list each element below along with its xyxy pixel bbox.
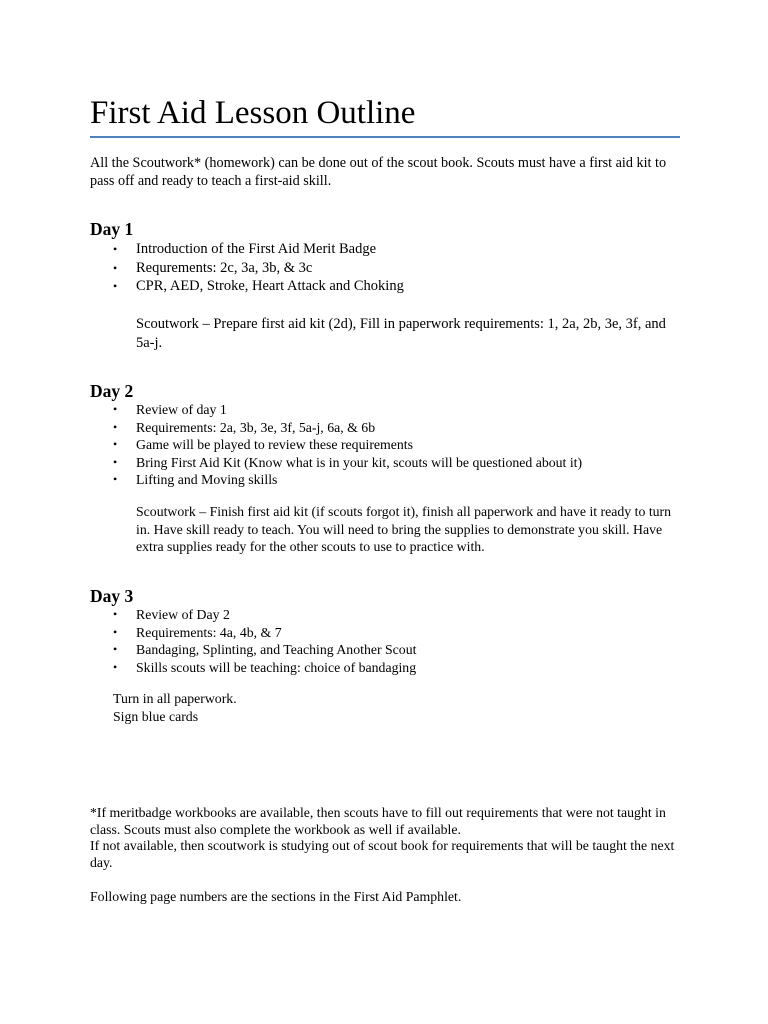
day1-scoutwork: Scoutwork – Prepare first aid kit (2d), Fill in paperwork requirements: 1, 2a, 2b, 3e, 3f, and 5a-j.: [136, 316, 666, 351]
list-item: • Review of day 1: [113, 402, 227, 417]
bullet-icon: •: [113, 437, 118, 452]
title-underline: [90, 136, 680, 138]
footnote-page-numbers: Following page numbers are the sections in the First Aid Pamphlet.: [90, 889, 462, 904]
bullet-icon: •: [113, 607, 118, 621]
bullet-icon: •: [113, 624, 118, 639]
day3-heading: Day 3: [90, 586, 134, 606]
list-item: • Bandaging, Splinting, and Teaching Another Scout: [113, 642, 417, 658]
day3-list: [0, 606, 640, 676]
day2-list: [0, 401, 640, 489]
intro-paragraph: All the Scoutwork* (homework) can be done out of the scout book. Scouts must have a first aid kit to pass off and ready to teach a first-aid skill.: [90, 155, 667, 189]
bullet-icon: •: [113, 260, 118, 275]
bullet-icon: •: [113, 419, 118, 434]
bullet-icon: •: [113, 642, 118, 657]
list-item: • CPR, AED, Stroke, Heart Attack and Choking: [113, 278, 404, 294]
list-item: • Game will be played to review these requirements: [113, 437, 413, 453]
footnote-workbooks: *If meritbadge workbooks are available, then scouts have to fill out requirements that were not taught in class. Scouts must also complete the workbook as well if available.: [90, 805, 666, 837]
list-item: • Requirements: 4a, 4b, & 7: [113, 624, 282, 640]
list-item: • Introduction of the First Aid Merit Badge: [113, 241, 377, 257]
list-item: • Review of Day 2: [113, 607, 230, 622]
page-title: First Aid Lesson Outline: [90, 95, 416, 131]
list-item: • Lifting and Moving skills: [113, 472, 278, 488]
day1-list: [0, 240, 640, 296]
list-item: • Requrements: 2c, 3a, 3b, & 3c: [113, 259, 313, 276]
bullet-icon: •: [113, 242, 118, 256]
day2-heading: Day 2: [90, 381, 134, 401]
day3-closing-2: Sign blue cards: [113, 709, 199, 724]
bullet-icon: •: [113, 279, 118, 293]
list-item: • Bring First Aid Kit (Know what is in your kit, scouts will be questioned about it): [113, 454, 583, 470]
footnote-no-workbooks: If not available, then scoutwork is studying out of scout book for requirements that will be taught the next day.: [90, 838, 675, 870]
day3-closing-1: Turn in all paperwork.: [113, 691, 237, 706]
list-item: • Requirements: 2a, 3b, 3e, 3f, 5a-j, 6a, & 6b: [113, 419, 376, 435]
list-item: • Skills scouts will be teaching: choice of bandaging: [113, 659, 417, 675]
bullet-icon: •: [113, 472, 118, 487]
bullet-icon: •: [113, 454, 118, 469]
bullet-icon: •: [113, 659, 118, 674]
day2-scoutwork: Scoutwork – Finish first aid kit (if scouts forgot it), finish all paperwork and have it ready to turn in. Have skill ready to teach. You will need to bring the supplies to demonstrate you skill. Have extra supplies ready for the other scouts to use to practice with.: [136, 504, 672, 555]
day1-heading: Day 1: [90, 219, 134, 239]
bullet-icon: •: [113, 402, 118, 416]
